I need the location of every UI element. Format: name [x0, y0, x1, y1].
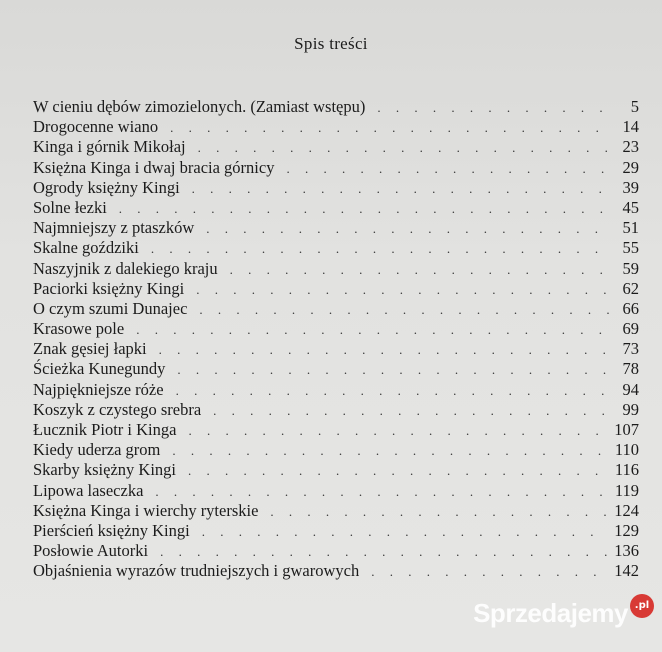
toc-entry-title: Drogocenne wiano: [33, 117, 159, 137]
toc-entry: [33, 521, 639, 541]
toc-entry-title: Najpiękniejsze róże: [33, 379, 164, 399]
toc-entry-page: 142: [614, 561, 639, 581]
toc-entry-page: 136: [614, 541, 639, 561]
toc-entry-page: 116: [614, 460, 639, 480]
toc-entry: [33, 541, 639, 561]
toc-entry-page: 110: [614, 440, 639, 460]
leader-dots: [176, 381, 609, 401]
toc-entry: [33, 178, 639, 198]
toc-entry-title: Koszyk z czystego srebra: [33, 399, 202, 419]
watermark: [473, 598, 654, 628]
toc-entry-title: Księżna Kinga i wierchy ryterskie: [33, 500, 259, 520]
toc-entry: [33, 339, 639, 359]
leader-dots: [198, 138, 609, 158]
leader-dots: [177, 360, 609, 380]
toc-entry-title: Kinga i górnik Mikołaj: [33, 137, 186, 157]
toc-entry: [33, 380, 639, 400]
toc-entry-page: 5: [630, 97, 639, 116]
toc-entry-title: Krasowe pole: [33, 319, 125, 339]
leader-dots: [213, 401, 609, 421]
toc-entry-page: 99: [622, 399, 639, 419]
toc-entry-page: 119: [614, 480, 639, 500]
leader-dots: [155, 482, 608, 502]
leader-dots: [136, 320, 609, 340]
leader-dots: [188, 421, 608, 441]
leader-dots: [206, 219, 609, 239]
toc-entry-title: Solne łezki: [33, 197, 107, 217]
toc-entry: [33, 238, 639, 258]
toc-entry-page: 14: [622, 117, 639, 137]
page-title: Spis treści: [294, 34, 368, 53]
leader-dots: [160, 542, 608, 562]
watermark-badge: .pl: [630, 594, 654, 618]
toc-entry-page: 45: [622, 197, 639, 217]
toc-entry-page: 124: [614, 500, 639, 520]
toc-entry: [33, 299, 639, 319]
toc-entry: [33, 561, 639, 581]
toc-entry-page: 51: [622, 218, 639, 238]
toc-entry: [33, 218, 639, 238]
leader-dots: [202, 522, 609, 542]
toc-entry-title: Kiedy uderza grom: [33, 440, 161, 460]
toc-entry: [33, 117, 639, 137]
toc-entry: [33, 137, 639, 157]
toc-entry-page: 62: [622, 278, 639, 298]
toc-entry-page: 73: [622, 339, 639, 359]
leader-dots: [371, 562, 608, 582]
toc-entry: [33, 400, 639, 420]
leader-dots: [230, 260, 609, 280]
toc-entry: [33, 440, 639, 460]
leader-dots: [196, 280, 609, 300]
toc-entry: [33, 259, 639, 279]
toc-entry: [33, 481, 639, 501]
leader-dots: [159, 340, 609, 360]
toc-entry: [33, 420, 639, 440]
toc-entry: [33, 319, 639, 339]
toc-entry-title: W cieniu dębów zimozielonych. (Zamiast wstępu): [33, 97, 366, 116]
toc-entry-title: Ścieżka Kunegundy: [33, 359, 166, 379]
toc-entry: [33, 97, 639, 117]
leader-dots: [151, 239, 609, 259]
leader-dots: [270, 502, 608, 522]
leader-dots: [192, 179, 609, 199]
toc-entry-page: 69: [622, 319, 639, 339]
toc-entry-page: 94: [622, 379, 639, 399]
table-of-contents: [33, 97, 639, 582]
toc-entry-title: Skalne goździki: [33, 238, 139, 258]
toc-entry-page: 59: [622, 258, 639, 278]
toc-entry-page: 55: [622, 238, 639, 258]
toc-entry-title: O czym szumi Dunajec: [33, 298, 188, 318]
toc-entry-title: Pierścień księżny Kingi: [33, 520, 190, 540]
toc-entry-title: Posłowie Autorki: [33, 541, 149, 561]
toc-entry: [33, 158, 639, 178]
toc-entry-page: 78: [622, 359, 639, 379]
leader-dots: [199, 300, 609, 320]
toc-entry-title: Skarby księżny Kingi: [33, 460, 176, 480]
toc-entry: [33, 460, 639, 480]
toc-entry-title: Objaśnienia wyrazów trudniejszych i gwarowych: [33, 561, 360, 581]
leader-dots: [377, 98, 609, 118]
leader-dots: [172, 441, 608, 461]
toc-entry: [33, 501, 639, 521]
toc-entry-page: 23: [622, 137, 639, 157]
toc-entry-page: 129: [614, 520, 639, 540]
toc-entry-page: 66: [622, 298, 639, 318]
leader-dots: [188, 461, 609, 481]
toc-entry: [33, 198, 639, 218]
toc-entry-page: 39: [622, 177, 639, 197]
toc-entry-title: Lipowa laseczka: [33, 480, 144, 500]
watermark-logo: Sprzedajemy: [473, 598, 628, 628]
leader-dots: [286, 159, 609, 179]
toc-entry: [33, 279, 639, 299]
toc-entry-title: Naszyjnik z dalekiego kraju: [33, 258, 218, 278]
leader-dots: [170, 118, 609, 138]
toc-entry-title: Księżna Kinga i dwaj bracia górnicy: [33, 157, 275, 177]
toc-entry-page: 29: [622, 157, 639, 177]
toc-entry-title: Łucznik Piotr i Kinga: [33, 420, 177, 439]
toc-entry-title: Najmniejszy z ptaszków: [33, 218, 195, 238]
leader-dots: [119, 199, 609, 219]
toc-entry-page: 107: [614, 420, 639, 439]
toc-entry-title: Ogrody księżny Kingi: [33, 177, 180, 197]
toc-entry: [33, 359, 639, 379]
toc-entry-title: Znak gęsiej łapki: [33, 339, 147, 359]
toc-entry-title: Paciorki księżny Kingi: [33, 278, 185, 298]
